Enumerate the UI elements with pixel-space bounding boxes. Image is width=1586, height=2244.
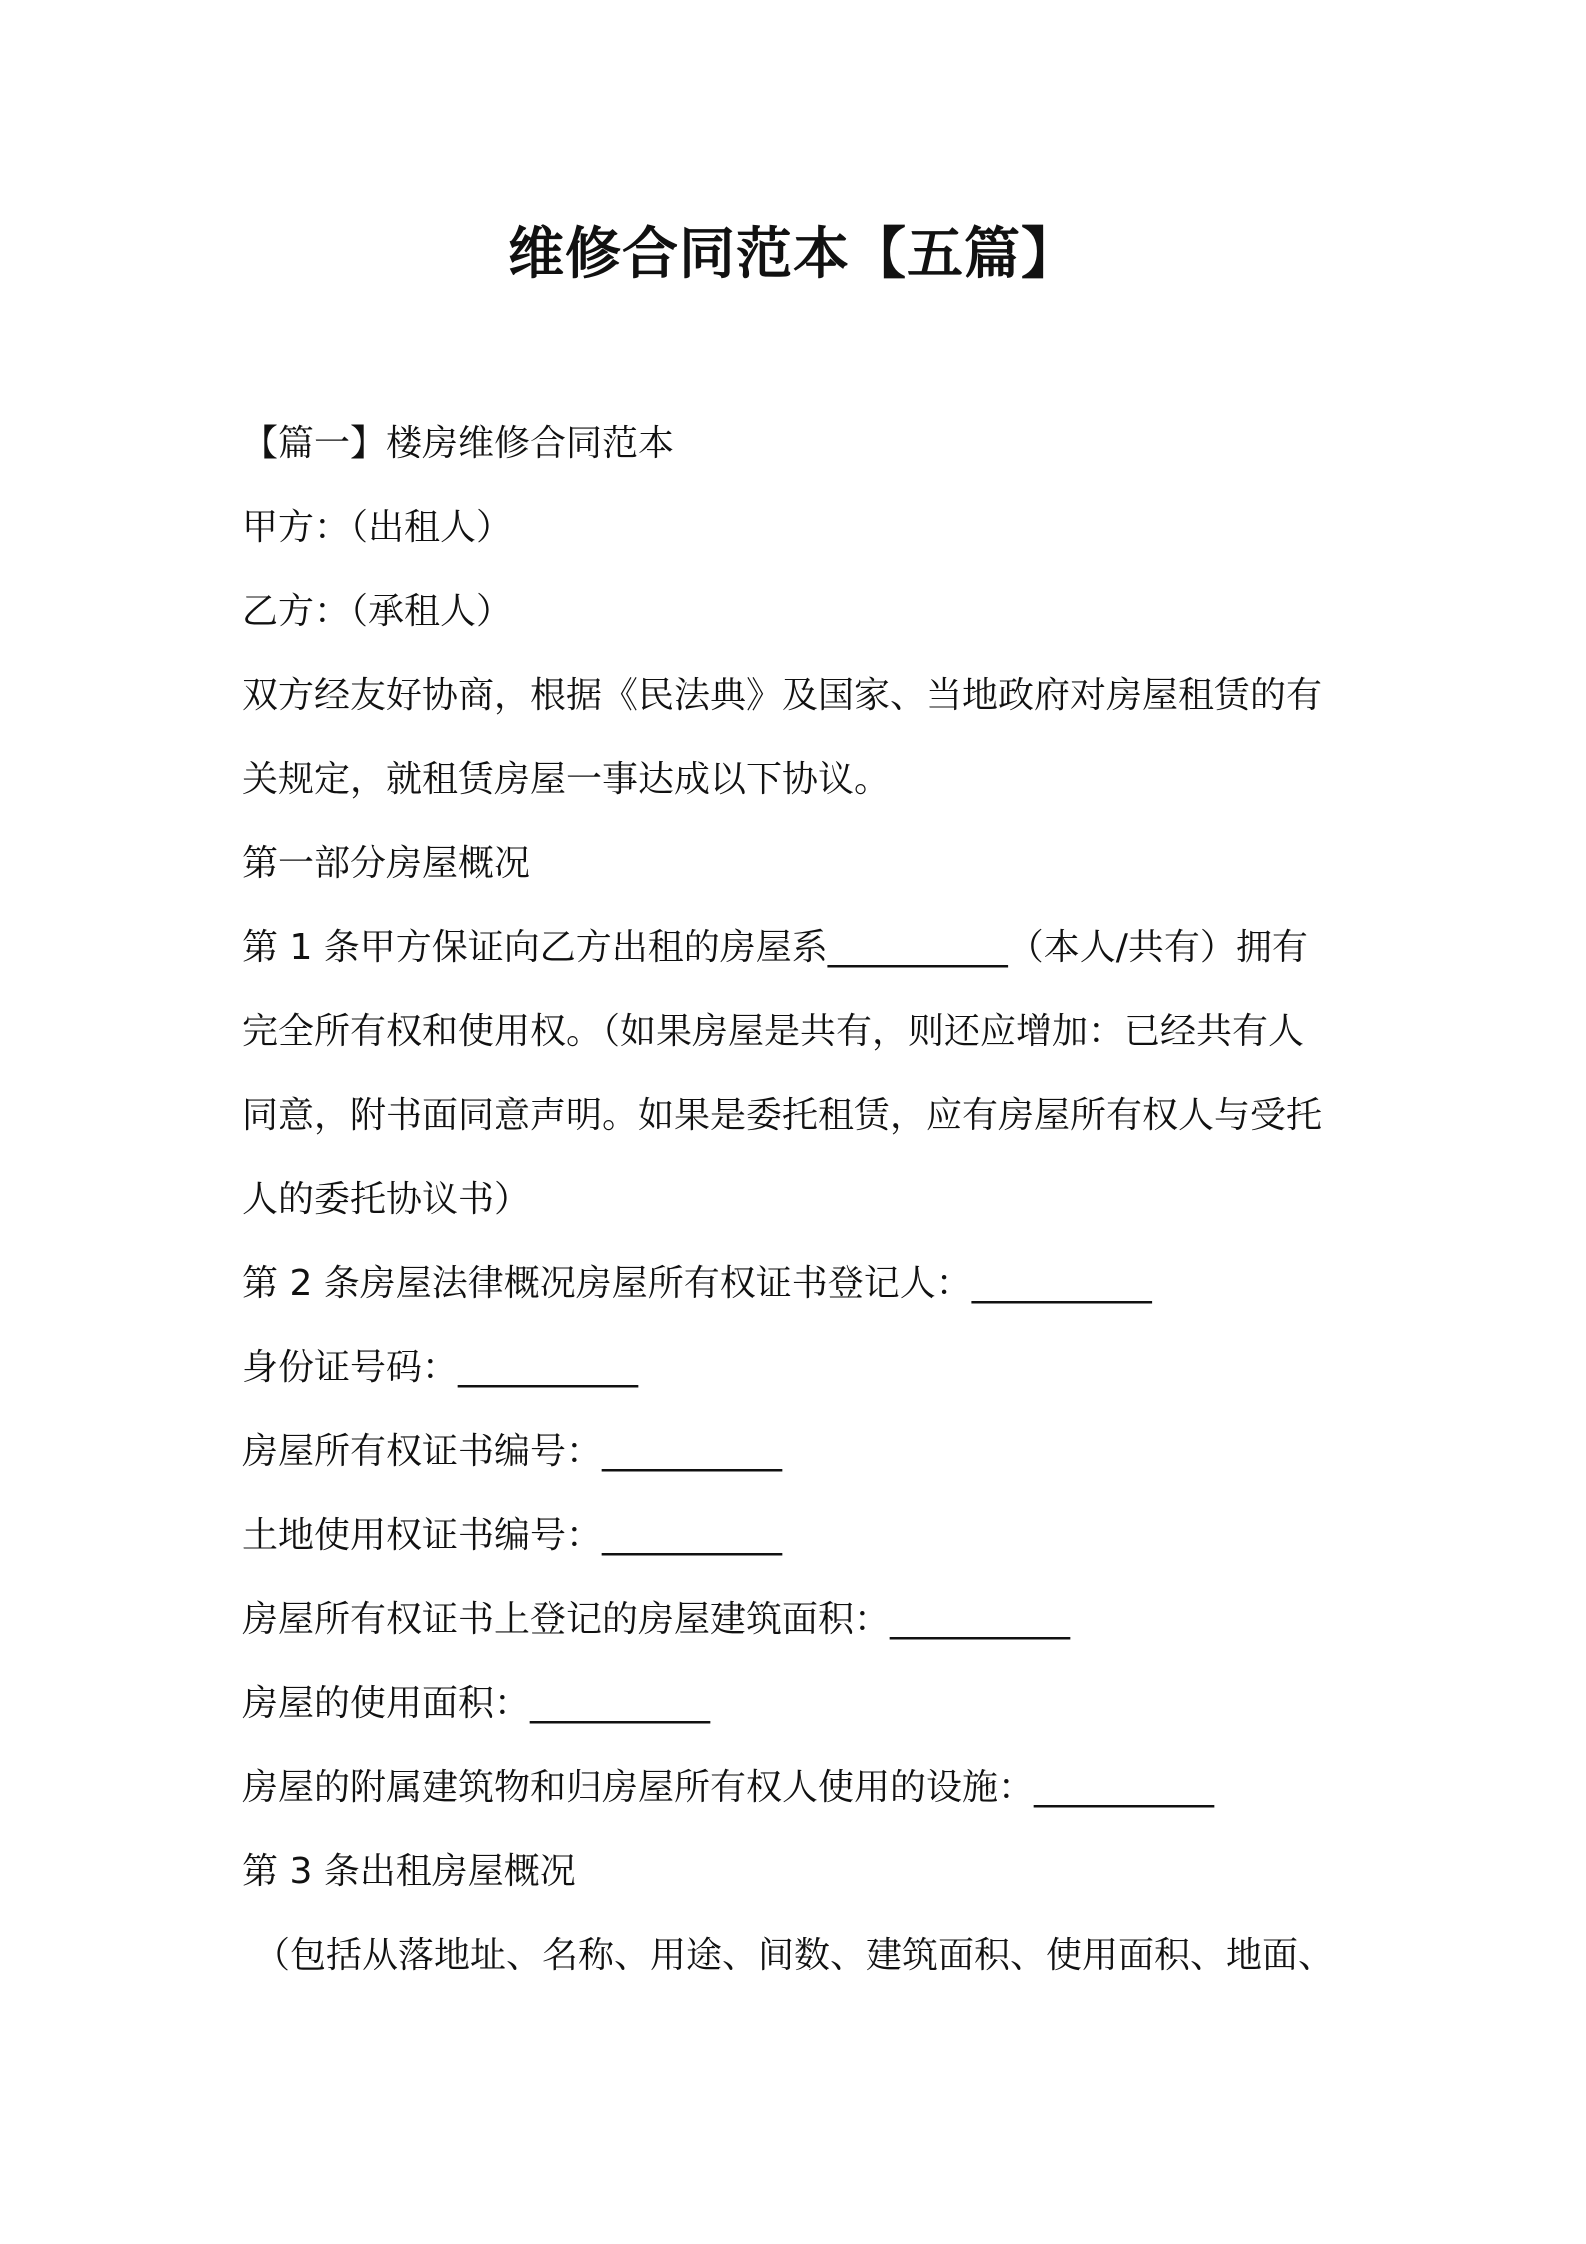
ownership-certificate-line: 房屋所有权证书编号：__________ <box>242 1431 783 1472</box>
party-b-line: 乙方：（承租人） <box>242 591 513 632</box>
building-area-line: 房屋所有权证书上登记的房屋建筑面积：__________ <box>242 1599 1071 1640</box>
paragraph-line: 双方经友好协商，根据《民法典》及国家、当地政府对房屋租赁的有 <box>242 675 1323 716</box>
paragraph-line: （包括从落地址、名称、用途、间数、建筑面积、使用面积、地面、 <box>254 1935 1335 1976</box>
paragraph-line: 关规定，就租赁房屋一事达成以下协议。 <box>242 759 891 800</box>
id-number-line: 身份证号码：__________ <box>242 1347 639 1388</box>
article-2-line: 第 2 条房屋法律概况房屋所有权证书登记人：__________ <box>242 1263 1152 1304</box>
land-use-certificate-line: 土地使用权证书编号：__________ <box>242 1515 783 1556</box>
section-heading-part: 第一部分房屋概况 <box>242 843 531 884</box>
section-heading-part-one: 【篇一】楼房维修合同范本 <box>242 423 675 464</box>
article-3-line: 第 3 条出租房屋概况 <box>242 1851 576 1892</box>
paragraph-line: 同意，附书面同意声明。如果是委托租赁，应有房屋所有权人与受托 <box>242 1095 1323 1136</box>
party-a-line: 甲方：（出租人） <box>242 507 513 548</box>
paragraph-line: 人的委托协议书） <box>242 1179 531 1220</box>
document-title: 维修合同范本【五篇】 <box>508 222 1078 287</box>
document-body <box>242 402 1362 1998</box>
article-1-line: 第 1 条甲方保证向乙方出租的房屋系__________（本人/共有）拥有 <box>242 927 1308 968</box>
facilities-line: 房屋的附属建筑物和归房屋所有权人使用的设施：__________ <box>242 1767 1215 1808</box>
usable-area-line: 房屋的使用面积：__________ <box>242 1683 711 1724</box>
paragraph-line: 完全所有权和使用权。（如果房屋是共有，则还应增加：已经共有人 <box>242 1011 1305 1052</box>
